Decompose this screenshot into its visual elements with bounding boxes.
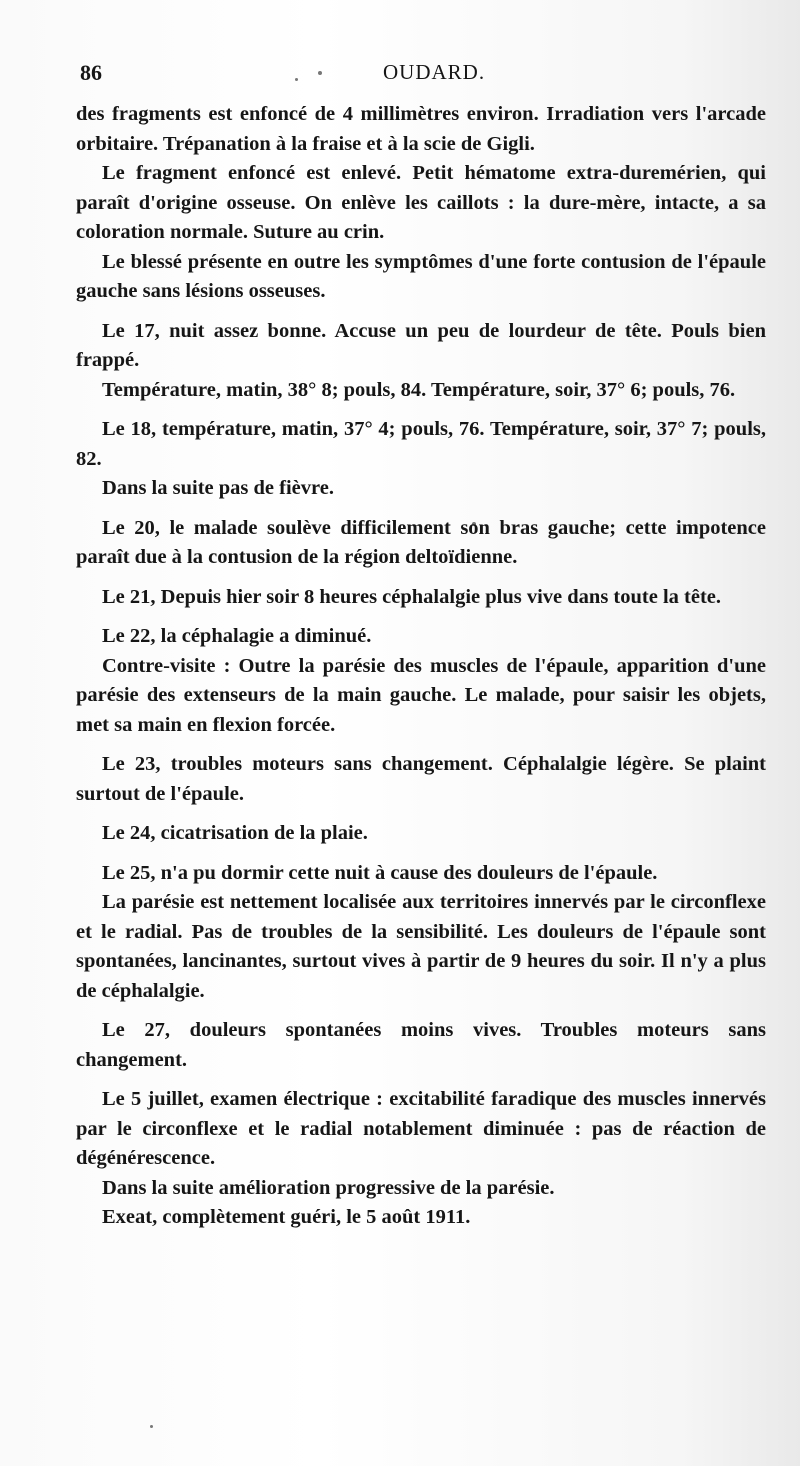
paragraph: Le 22, la céphalagie a diminué. <box>102 625 372 647</box>
paragraph: Le 20, le malade soulève difficilement son bras gauche; cette impotence paraît due à la contusion de la région deltoïdienne. <box>76 516 766 568</box>
page-number: 86 <box>80 60 102 85</box>
paragraph: Le blessé présente en outre les symptômes d'une forte contusion de l'épaule gauche sans lésions osseuses. <box>76 250 766 302</box>
print-speck <box>150 1425 153 1428</box>
paragraph: Dans la suite pas de fièvre. <box>102 477 334 499</box>
paragraph: Le 18, température, matin, 37° 4; pouls, 76. Température, soir, 37° 7; pouls, 82. <box>76 418 766 470</box>
paragraph: Le fragment enfoncé est enlevé. Petit hématome extra-duremérien, qui paraît d'origine osseuse. On enlève les caillots : la dure-mère, intacte, a sa coloration normale. Suture au crin. <box>76 162 766 243</box>
paragraph: Le 24, cicatrisation de la plaie. <box>102 822 368 844</box>
paragraph: Le 27, douleurs spontanées moins vives. Troubles moteurs sans changement. <box>76 1019 766 1071</box>
running-head: OUDARD. <box>383 60 486 84</box>
paragraph: des fragments est enfoncé de 4 millimètres environ. Irradiation vers l'arcade orbitaire. Trépanation à la fraise et à la scie de Gigli. <box>76 103 766 155</box>
paragraph: Dans la suite amélioration progressive de la parésie. <box>102 1176 555 1199</box>
paragraph: Le 25, n'a pu dormir cette nuit à cause des douleurs de l'épaule. <box>102 861 658 884</box>
paragraph: Le 5 juillet, examen électrique : excitabilité faradique des muscles innervés par le circonflexe et le radial notablement diminuée : pas de réaction de dégénérescence. <box>76 1088 766 1169</box>
paragraph: Le 17, nuit assez bonne. Accuse un peu de lourdeur de tête. Pouls bien frappé. <box>76 319 766 371</box>
paragraph: Le 21, Depuis hier soir 8 heures céphalalgie plus vive dans toute la tête. <box>102 585 721 608</box>
paragraph: La parésie est nettement localisée aux territoires innervés par le circonflexe et le radial. Pas de troubles de la sensibilité. Les douleurs de l'épaule sont spontanées, lancinantes, surtout vives à partir de 9 heures du soir. Il n'y a plus de céphalalgie. <box>76 891 766 1002</box>
body-text <box>76 100 766 1233</box>
page-header <box>0 58 800 90</box>
paragraph: Exeat, complètement guéri, le 5 août 1911. <box>102 1206 471 1228</box>
paragraph: Température, matin, 38° 8; pouls, 84. Température, soir, 37° 6; pouls, 76. <box>102 378 736 401</box>
paragraph: Le 23, troubles moteurs sans changement. Céphalalgie légère. Se plaint surtout de l'épaule. <box>76 753 766 805</box>
paragraph: Contre-visite : Outre la parésie des muscles de l'épaule, apparition d'une parésie des extenseurs de la main gauche. Le malade, pour saisir les objets, met sa main en flexion forcée. <box>76 654 766 736</box>
